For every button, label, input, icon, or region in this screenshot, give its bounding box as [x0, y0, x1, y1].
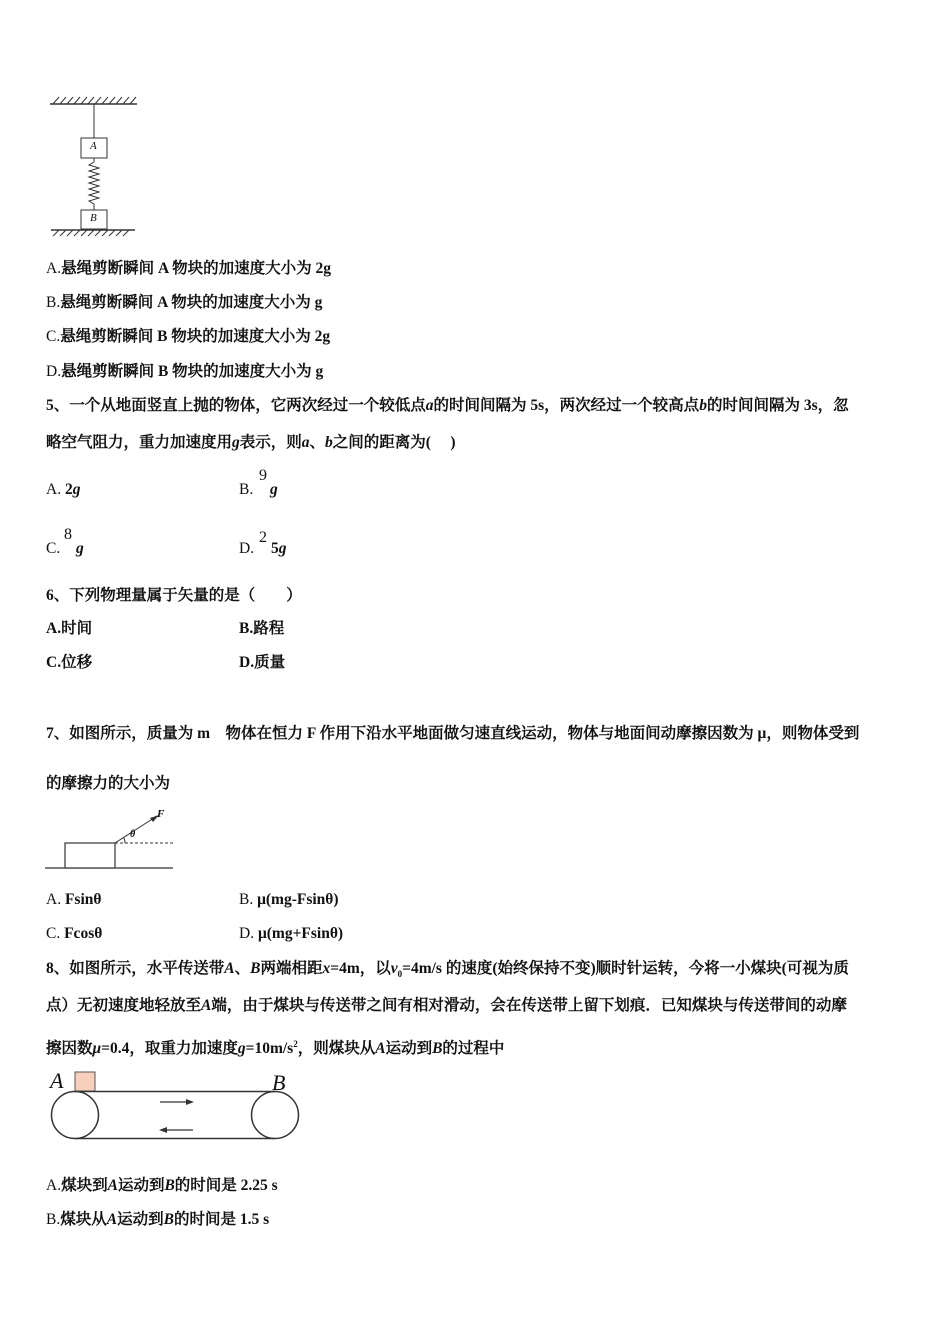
q8-var: B: [432, 1040, 443, 1058]
q5-option-letter: C.: [46, 540, 61, 557]
q7-option-letter: D.: [239, 925, 255, 942]
q5-stem-line2: [46, 433, 456, 453]
q4-option-b-letter: B.: [46, 294, 61, 311]
q4-option-d-letter: D.: [46, 363, 62, 380]
q5-text: 之间的距离为( ): [332, 434, 456, 451]
q7-option-d: [239, 925, 343, 943]
q5-text: 的时间间隔为 3s，忽: [706, 397, 849, 414]
q5-var: a: [425, 397, 434, 414]
block-a-label: A: [90, 140, 97, 152]
q5-option-letter: B.: [239, 481, 254, 498]
q8-var: B: [250, 960, 261, 977]
q8-option-letter: A.: [46, 1177, 62, 1194]
q8-text: 8、如图所示，水平传送带: [46, 960, 225, 977]
q8-option-text: 煤块到: [61, 1177, 108, 1194]
q7-option-b: [239, 891, 339, 909]
q8-text: 点）无初速度地轻放至: [46, 997, 202, 1014]
force-block-figure: [45, 808, 175, 870]
q5-text: 表示，则: [239, 434, 302, 451]
q4-option-b-text: 悬绳剪断瞬间 A 物块的加速度大小为 g: [60, 294, 323, 311]
q8-text: 、: [234, 960, 251, 977]
q8-option-a: [46, 1176, 278, 1196]
q7-option-letter: B.: [239, 891, 254, 908]
q8-var: v: [390, 960, 398, 977]
q8-text: =4m，以: [330, 960, 391, 977]
q8-option-var: A: [107, 1177, 118, 1194]
q7-stem-line2: 的摩擦力的大小为: [46, 775, 171, 792]
belt-end-b-label: B: [272, 1070, 286, 1095]
q5-text: 、: [309, 434, 326, 451]
q8-var: μ: [92, 1040, 102, 1058]
q7-option-text: Fsinθ: [64, 891, 102, 908]
q8-superscript: 2: [293, 1039, 298, 1049]
q6-stem: 6、下列物理量属于矢量的是（ ）: [46, 587, 302, 604]
q5-option-d-text: [271, 540, 287, 558]
q5-option-d-numerator: 2: [259, 529, 267, 546]
q8-text: 的过程中: [442, 1040, 505, 1058]
force-f-label: F: [157, 808, 165, 820]
q4-option-c-letter: C.: [46, 328, 61, 345]
q5-option-var: g: [72, 481, 81, 498]
q5-option-b: [239, 481, 253, 499]
q5-stem-line1: [46, 396, 849, 416]
angle-theta-label: θ: [130, 829, 136, 840]
q8-text: 两端相距: [260, 960, 323, 977]
q7-option-a: [46, 891, 101, 909]
q7-stem-line1: 7、如图所示，质量为 m 物体在恒力 F 作用下沿水平地面做匀速直线运动，物体与地面间动摩擦因数为 μ，则物体受到: [46, 725, 860, 742]
q4-option-d: [46, 362, 323, 382]
q5-option-b-var: g: [270, 481, 278, 498]
q5-var: b: [699, 397, 707, 414]
q5-option-c-var: g: [76, 540, 84, 557]
q8-subscript: 0: [397, 969, 403, 980]
belt-end-a-label: A: [50, 1068, 64, 1093]
q8-option-var: A: [106, 1211, 118, 1228]
q7-option-c: [46, 925, 102, 943]
q5-option-c-numerator: 8: [64, 526, 72, 543]
q8-option-text: 运动到: [117, 1177, 165, 1194]
q4-option-a-letter: A.: [46, 260, 62, 277]
q8-text: 擦因数: [46, 1040, 93, 1058]
q6-option-b: B.路程: [239, 620, 285, 637]
q8-var: A: [224, 960, 235, 977]
q4-option-a-text: 悬绳剪断瞬间 A 物块的加速度大小为 2g: [61, 260, 332, 277]
q7-option-letter: C.: [46, 925, 61, 942]
q4-option-a: [46, 259, 331, 279]
q4-option-c-text: 悬绳剪断瞬间 B 物块的加速度大小为 2g: [60, 328, 331, 345]
q5-option-text: 5: [271, 540, 279, 557]
q5-option-letter: D.: [239, 540, 255, 557]
q5-var: g: [232, 434, 240, 451]
q8-var: A: [201, 997, 212, 1014]
q8-text: =0.4，取重力加速度: [101, 1040, 238, 1058]
q7-option-letter: A.: [46, 891, 62, 908]
q5-var: a: [301, 434, 310, 451]
q8-text: =10m/s: [245, 1040, 294, 1058]
q6-option-c: C.位移: [46, 654, 93, 671]
q5-option-d: [239, 540, 254, 558]
q5-option-b-numerator: 9: [259, 467, 267, 484]
q8-option-text: 的时间是 1.5 s: [173, 1211, 270, 1228]
q7-option-text: Fcosθ: [64, 925, 103, 942]
q7-option-text: μ(mg+Fsinθ): [257, 925, 344, 942]
q8-option-var: B: [164, 1177, 175, 1194]
q5-text: 5、一个从地面竖直上抛的物体，它两次经过一个较低点: [46, 397, 426, 414]
q8-option-var: B: [163, 1211, 174, 1228]
q5-text: 的时间间隔为 5s，两次经过一个较高点: [433, 397, 700, 414]
q4-option-c: [46, 327, 330, 347]
q4-option-b: [46, 293, 322, 313]
q8-stem-line1: [46, 959, 849, 984]
q8-stem-line3: [46, 1034, 504, 1059]
q8-option-text: 煤块从: [60, 1211, 107, 1228]
q8-var: A: [375, 1040, 386, 1058]
q8-option-b: [46, 1210, 269, 1230]
q5-option-c: [46, 540, 60, 558]
q8-text: 端，由于煤块与传送带之间有相对滑动，会在传送带上留下划痕．已知煤块与传送带间的动摩: [211, 997, 847, 1014]
q8-option-text: 的时间是 2.25 s: [174, 1177, 278, 1194]
q8-text: =4m/s 的速度(始终保持不变)顺时针运转，今将一小煤块(可视为质: [402, 960, 849, 977]
q8-option-letter: B.: [46, 1211, 61, 1228]
q6-option-d: D.质量: [239, 654, 286, 671]
q8-option-text: 运动到: [117, 1211, 164, 1228]
q6-option-a: A.时间: [46, 620, 93, 637]
q8-text: 运动到: [385, 1040, 433, 1058]
q8-stem-line2: [46, 996, 847, 1016]
conveyor-belt-figure: [48, 1070, 308, 1146]
q5-option-letter: A.: [46, 481, 62, 498]
q7-option-text: μ(mg-Fsinθ): [257, 891, 339, 908]
q5-option-var: g: [278, 540, 287, 557]
block-b-label: B: [90, 212, 97, 224]
q5-option-text: 2: [64, 481, 73, 498]
q8-var: g: [237, 1040, 246, 1058]
q5-var: b: [325, 434, 333, 451]
q4-option-d-text: 悬绳剪断瞬间 B 物块的加速度大小为 g: [61, 363, 324, 380]
q5-text: 略空气阻力，重力加速度用: [46, 434, 233, 451]
q8-var: x: [322, 960, 331, 977]
q8-text: ，则煤块从: [297, 1040, 376, 1058]
q5-option-a: [46, 481, 80, 499]
